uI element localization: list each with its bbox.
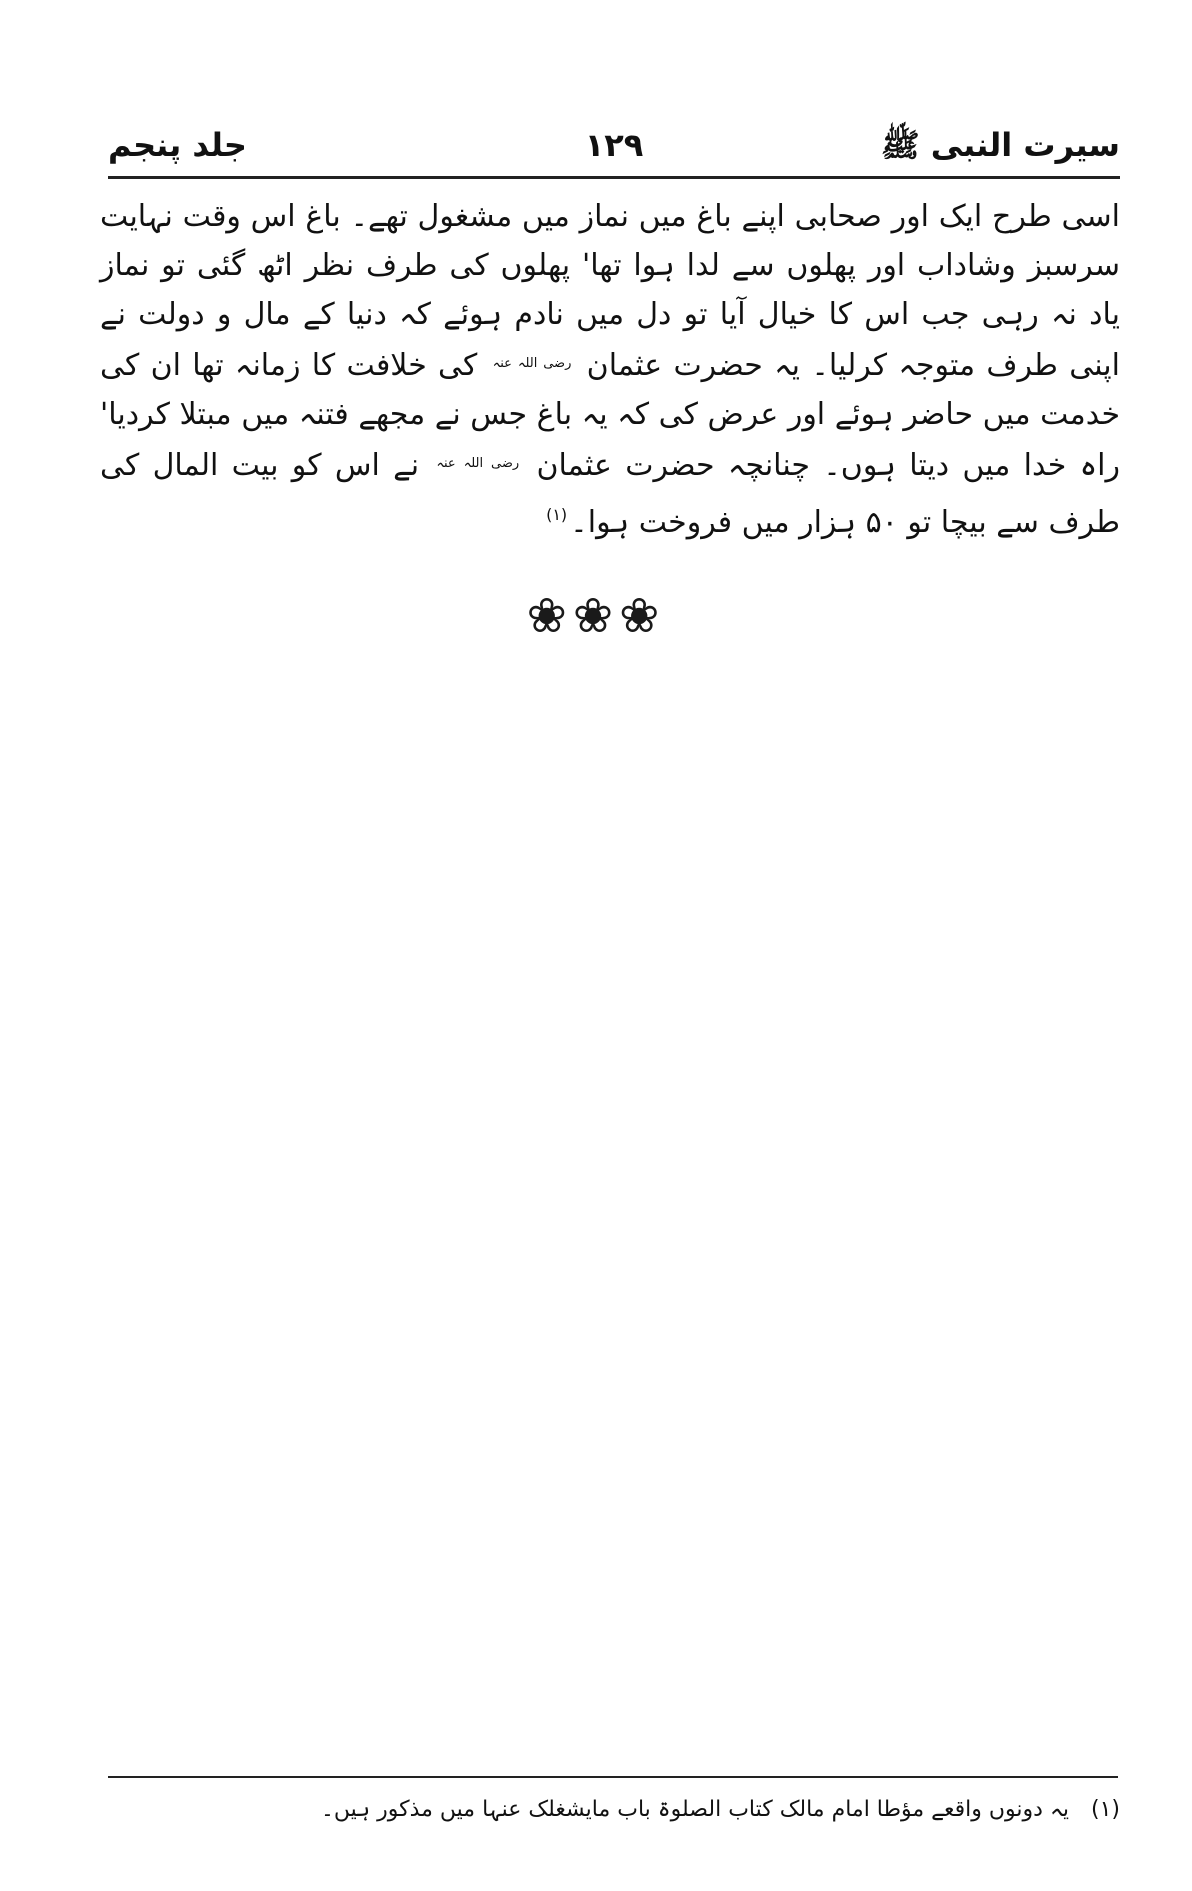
- running-header: [108, 120, 1120, 172]
- header-rule: [108, 176, 1120, 179]
- page-number: ۱۲۹: [584, 126, 644, 164]
- flower-ornament-icon: ❀❀❀: [526, 588, 666, 644]
- footnote-rule: [108, 1776, 1118, 1778]
- book-title: سیرت النبی ﷺ: [880, 126, 1120, 164]
- volume-label: جلد پنجم: [108, 126, 247, 164]
- footnote: [108, 1790, 1120, 1830]
- honorific-1: رضی اللہ عنہ: [492, 356, 572, 371]
- paragraph-segment-2: کی خلافت کا زمانہ تھا ان کی خدمت میں حاضر ہوئے اور عرض کی کہ یہ باغ جس نے مجھے فتنہ میں مبتلا کردیا' راہ خدا میں دیتا ہوں۔ چنانچہ حضرت عثمان: [100, 348, 1120, 483]
- main-paragraph: [100, 192, 1120, 547]
- footnote-marker: (۱): [1090, 1797, 1120, 1822]
- footnote-text: یہ دونوں واقعے مؤطا امام مالک کتاب الصلوۃ باب مایشغلک عنہا میں مذکور ہیں۔: [320, 1797, 1069, 1822]
- paragraph-segment-3: نے اس کو بیت المال کی طرف سے بیچا تو ۵۰ ہزار میں فروخت ہوا۔: [100, 448, 1120, 540]
- honorific-2: رضی اللہ عنہ: [436, 456, 520, 471]
- paragraph-segment-1: اسی طرح ایک اور صحابی اپنے باغ میں نماز میں مشغول تھے۔ باغ اس وقت نہایت سرسبز وشاداب اور پھلوں سے لدا ہوا تھا' پھلوں کی طرف نظر اٹھ گئی تو نماز یاد نہ رہی جب اس کا خیال آیا تو دل میں نادم ہوئے کہ دنیا کے مال و دولت نے اپنی طرف متوجہ کرلیا۔ یہ حضرت عثمان: [100, 199, 1120, 383]
- footnote-reference: (۱): [546, 505, 568, 524]
